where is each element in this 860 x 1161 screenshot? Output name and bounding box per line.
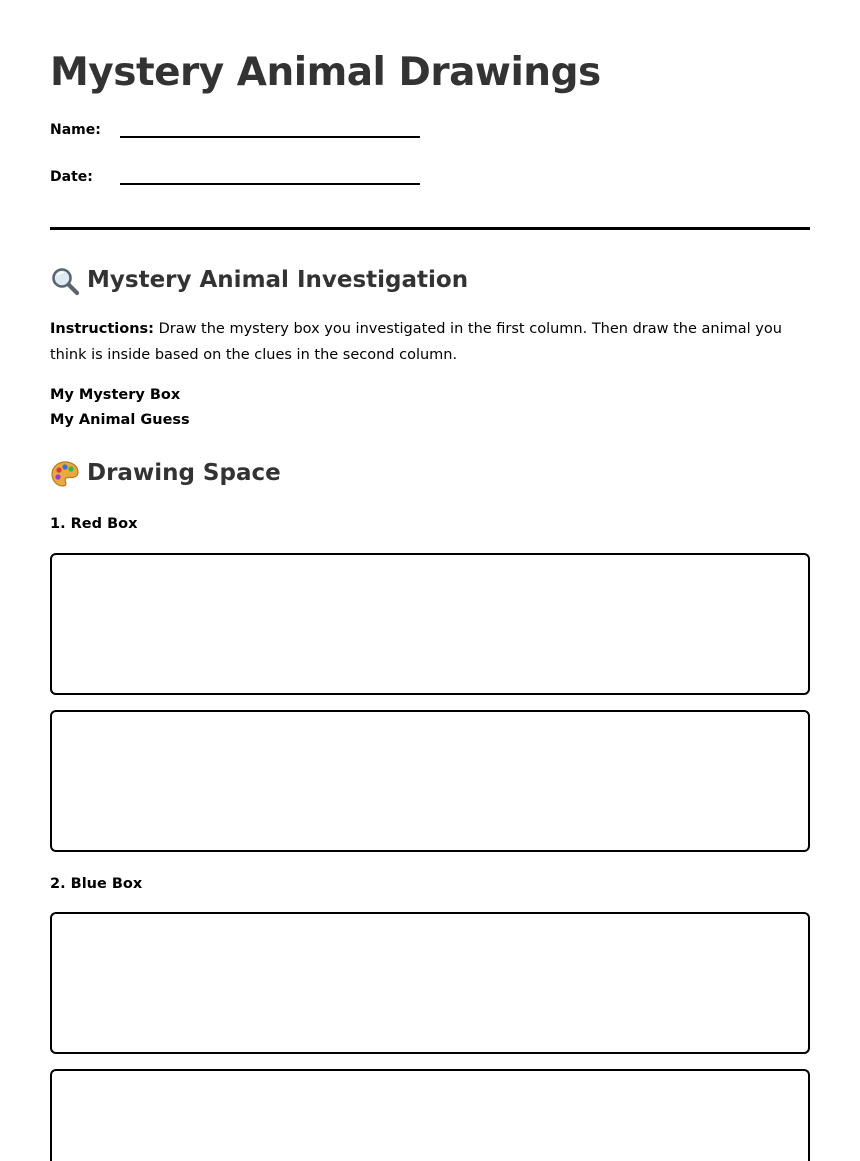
investigation-heading	[50, 266, 468, 296]
instructions-text	[50, 316, 810, 368]
drawing-area-red-animal-guess[interactable]	[50, 710, 810, 852]
instructions-lead: Instructions:	[50, 321, 154, 337]
magnifying-glass-icon	[50, 266, 80, 296]
drawing-area-blue-animal-guess[interactable]	[50, 1069, 810, 1161]
drawing-area-blue-mystery-box[interactable]	[50, 912, 810, 1054]
drawing-area-red-mystery-box[interactable]	[50, 553, 810, 695]
instructions-body: Draw the mystery box you investigated in the first column. Then draw the animal you think is inside based on the clues in the second column.	[50, 321, 782, 363]
drawing-heading-text: Drawing Space	[87, 460, 281, 487]
page-title: Mystery Animal Drawings	[50, 50, 601, 95]
date-field	[50, 169, 450, 199]
name-label: Name:	[50, 122, 101, 138]
name-write-line	[120, 136, 420, 138]
box-label-red: 1. Red Box	[50, 516, 138, 532]
header-divider	[50, 227, 810, 230]
date-write-line	[120, 183, 420, 185]
artist-palette-icon	[50, 459, 80, 489]
name-field	[50, 122, 450, 152]
column-label-mystery-box: My Mystery Box	[50, 387, 181, 403]
date-label: Date:	[50, 169, 93, 185]
drawing-heading	[50, 459, 281, 489]
box-label-blue: 2. Blue Box	[50, 876, 143, 892]
column-label-animal-guess: My Animal Guess	[50, 412, 190, 428]
investigation-heading-text: Mystery Animal Investigation	[87, 267, 469, 294]
